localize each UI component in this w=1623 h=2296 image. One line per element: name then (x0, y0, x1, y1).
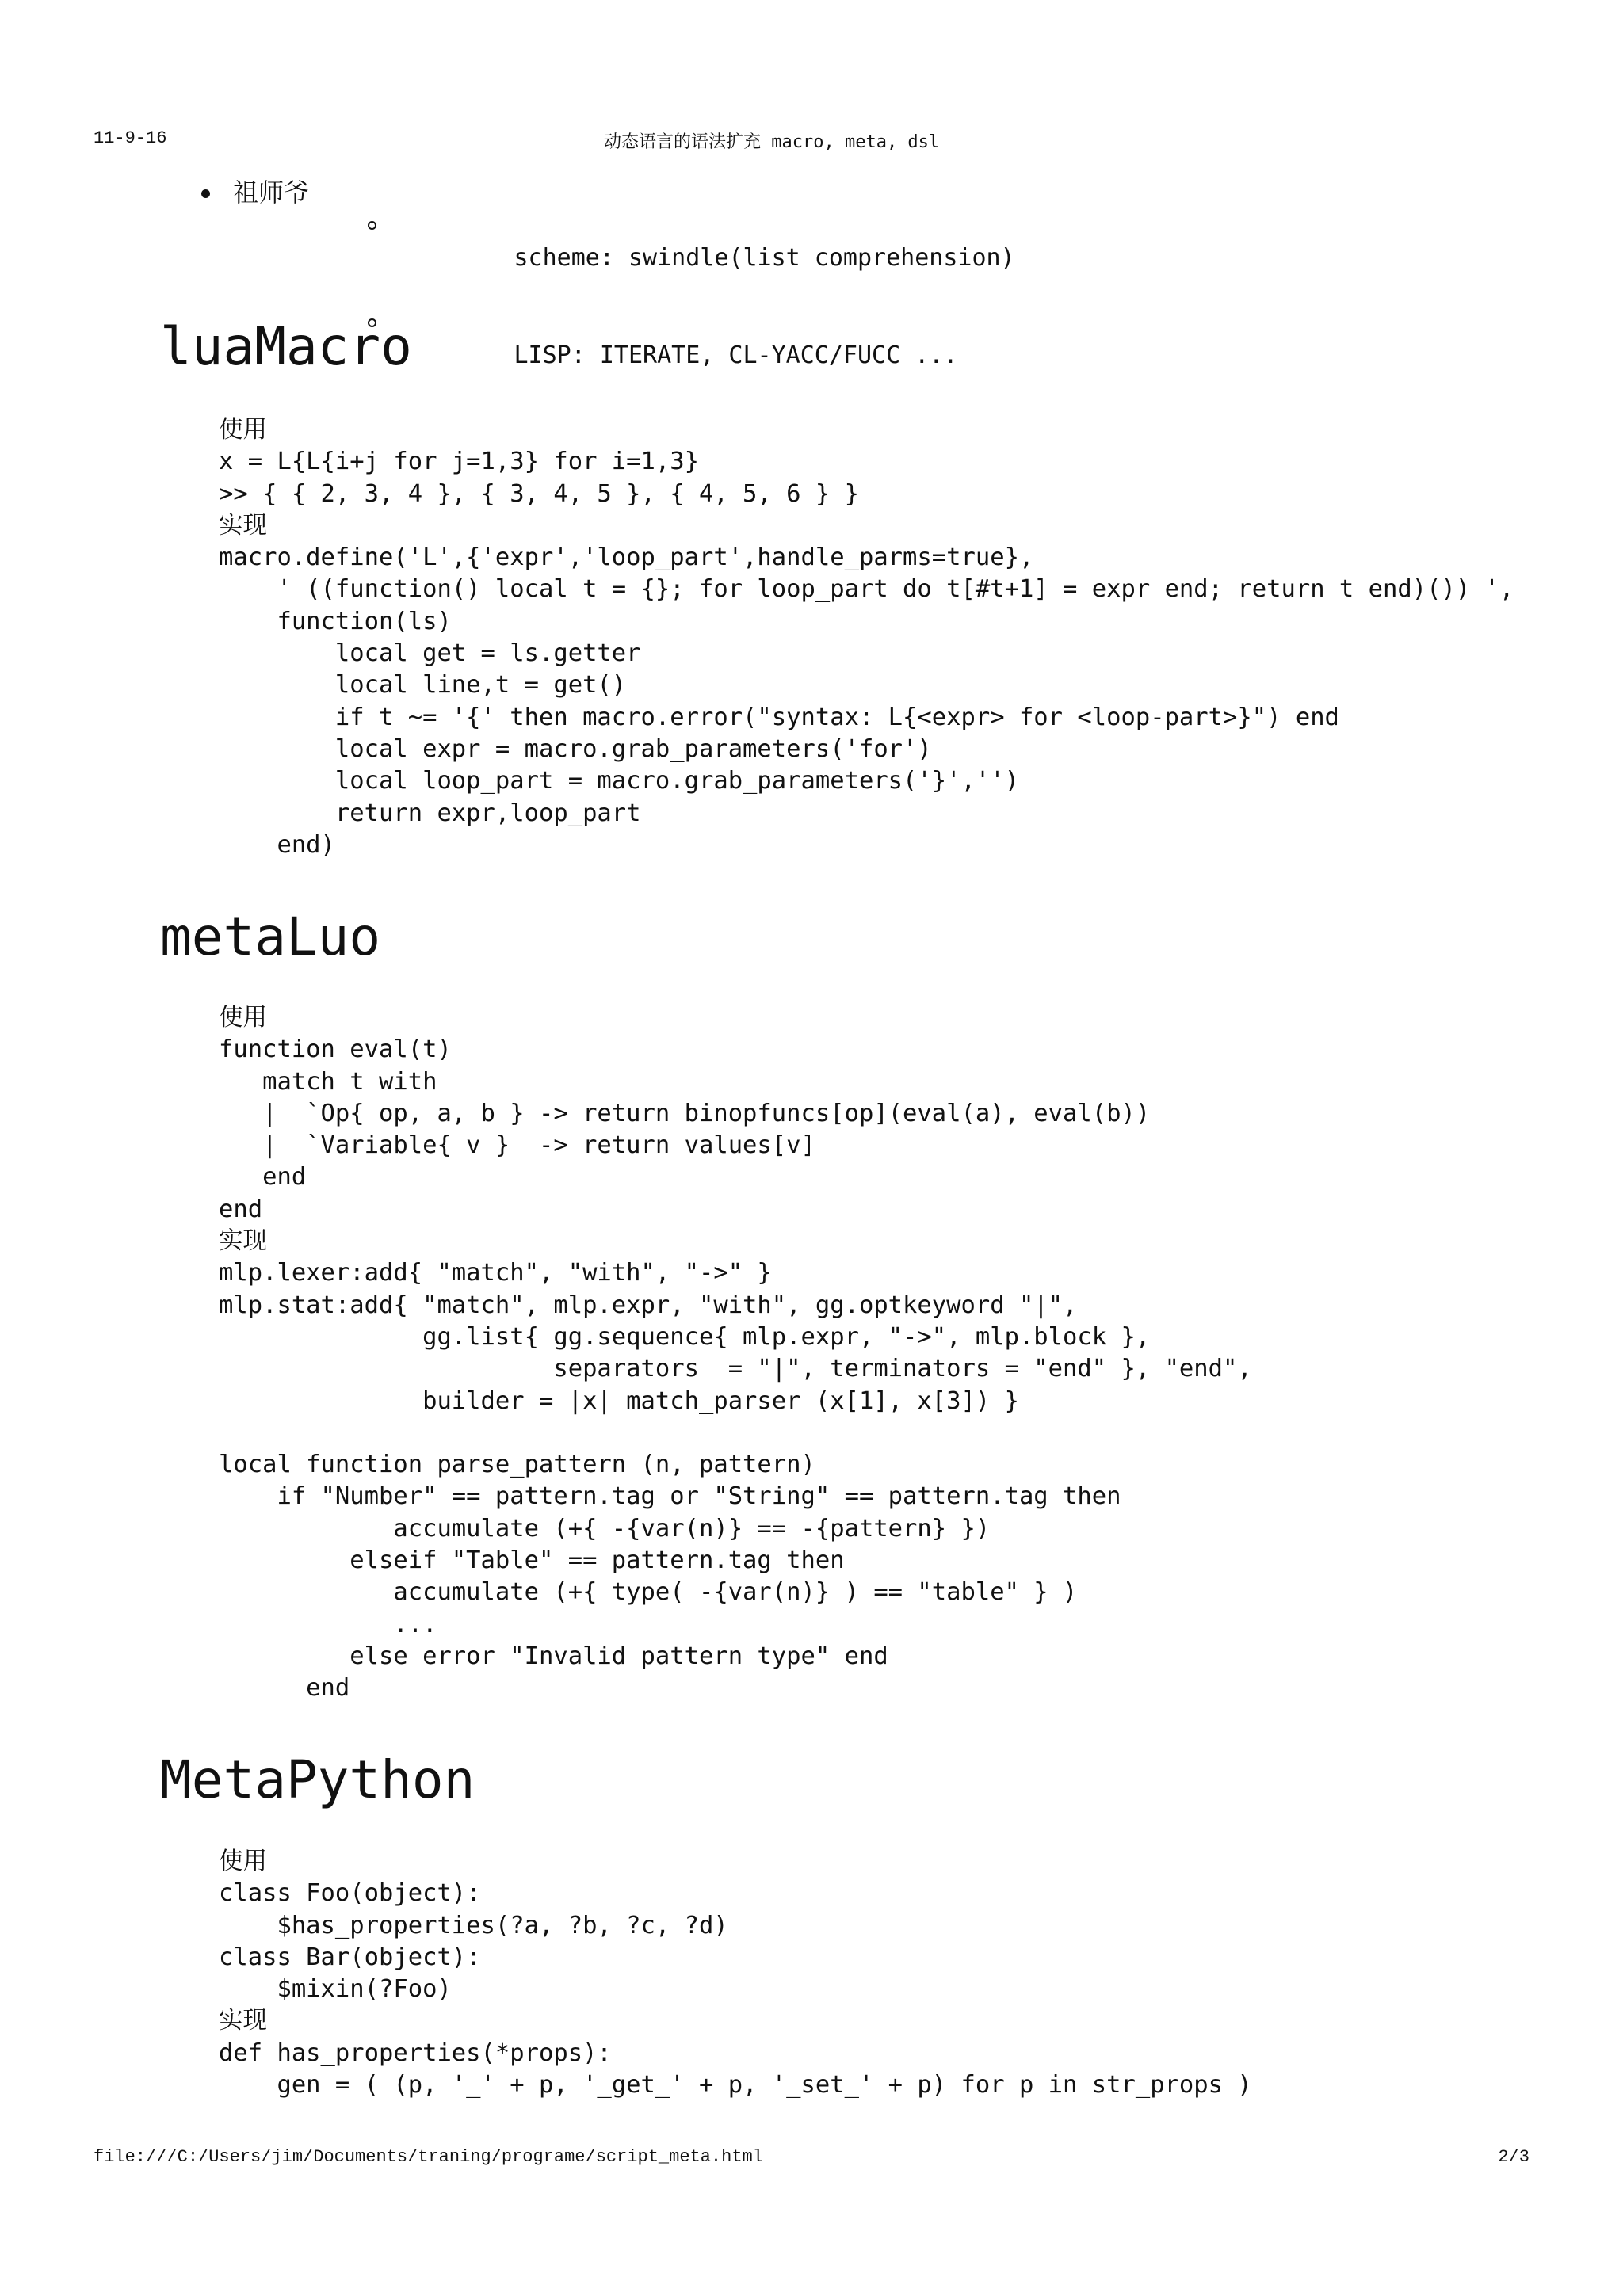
code-line: local expr = macro.grab_parameters('for') (219, 734, 932, 763)
code-line: gen = ( (p, '_' + p, '_get_' + p, '_set_' + p) for p in str_props ) (219, 2071, 1252, 2100)
header-title: 动态语言的语法扩充 macro, meta, dsl (604, 132, 940, 152)
code-line: end) (219, 830, 335, 859)
sublist-item-text: LISP: ITERATE, CL-YACC/FUCC ... (514, 341, 958, 369)
code-line: 使用 (219, 416, 267, 444)
code-line: local loop_part = macro.grab_parameters('}','') (219, 767, 1019, 795)
code-line: 使用 (219, 1004, 267, 1032)
code-block-metaluo (219, 1002, 1252, 1705)
sublist-item-text: scheme: swindle(list comprehension) (514, 244, 1015, 272)
code-line: class Bar(object): (219, 1943, 481, 1971)
code-line: if "Number" == pattern.tag or "String" == pattern.tag then (219, 1482, 1121, 1511)
code-line: $has_properties(?a, ?b, ?c, ?d) (219, 1911, 728, 1939)
code-line: 实现 (219, 511, 267, 540)
code-line: 实现 (219, 1227, 267, 1256)
code-line: gg.list{ gg.sequence{ mlp.expr, "->", mlp.block }, (219, 1322, 1151, 1351)
code-line: $mixin(?Foo) (219, 1975, 452, 2004)
code-line: 实现 (219, 2007, 267, 2035)
code-line: mlp.lexer:add{ "match", "with", "->" } (219, 1259, 772, 1287)
code-line: local get = ls.getter (219, 639, 641, 668)
code-block-luamacro (219, 414, 1514, 861)
code-line: ... (219, 1610, 437, 1638)
code-line: return expr,loop_part (219, 799, 641, 827)
code-line: local function parse_pattern (n, pattern) (219, 1451, 815, 1479)
page-cut-fragment (219, 2111, 694, 2117)
code-line: 使用 (219, 1848, 267, 1875)
code-line: match t with (219, 1067, 437, 1096)
code-line: accumulate (+{ type( -{var(n)} ) == "table" } ) (219, 1578, 1078, 1607)
list-item (368, 307, 1015, 404)
header-date: 11-9-16 (94, 128, 167, 148)
code-line: function(ls) (219, 607, 452, 635)
section-heading-metaluo: metaLuo (160, 906, 381, 967)
code-line: end (219, 1674, 350, 1703)
circle-bullet-icon (368, 221, 376, 230)
section-heading-luamacro: luaMacro (160, 316, 412, 377)
section-heading-metapython: MetaPython (160, 1749, 475, 1810)
code-line: builder = |x| match_parser (x[1], x[3]) } (219, 1386, 1019, 1415)
code-line: function eval(t) (219, 1035, 452, 1064)
code-line: ' ((function() local t = {}; for loop_part do t[#t+1] = expr end; return t end)()) ', (219, 575, 1514, 604)
code-line: class Foo(object): (219, 1879, 481, 1908)
code-line: end (219, 1195, 263, 1223)
code-line: end (219, 1163, 307, 1192)
code-line: if t ~= '{' then macro.error("syntax: L{<expr> for <loop-part>}") end (219, 703, 1339, 731)
footer-page-number: 2/3 (1498, 2147, 1529, 2167)
code-line: accumulate (+{ -{var(n)} == -{pattern} }) (219, 1514, 991, 1543)
code-line: mlp.stat:add{ "match", mlp.expr, "with", gg.optkeyword "|", (219, 1291, 1078, 1319)
code-line: | `Op{ op, a, b } -> return binopfuncs[op](eval(a), eval(b)) (219, 1099, 1151, 1127)
code-line: | `Variable{ v } -> return values[v] (219, 1131, 815, 1160)
bullet-icon (201, 189, 210, 198)
code-line: separators = "|", terminators = "end" }, "end", (219, 1355, 1252, 1383)
code-line: macro.define('L',{'expr','loop_part',handle_parms=true}, (219, 543, 1034, 572)
code-line: else error "Invalid pattern type" end (219, 1642, 888, 1670)
code-line: local line,t = get() (219, 671, 627, 700)
code-line: def has_properties(*props): (219, 2039, 612, 2067)
ancestor-label: 祖师爷 (233, 177, 310, 208)
code-line: >> { { 2, 3, 4 }, { 3, 4, 5 }, { 4, 5, 6 } } (219, 479, 859, 508)
footer-file-path: file:///C:/Users/jim/Documents/traning/programe/script_meta.html (94, 2147, 763, 2167)
code-line: elseif "Table" == pattern.tag then (219, 1547, 845, 1575)
code-line: x = L{L{i+j for j=1,3} for i=1,3} (219, 448, 699, 476)
code-block-metapython (219, 1846, 1252, 2101)
list-item (368, 209, 1015, 307)
